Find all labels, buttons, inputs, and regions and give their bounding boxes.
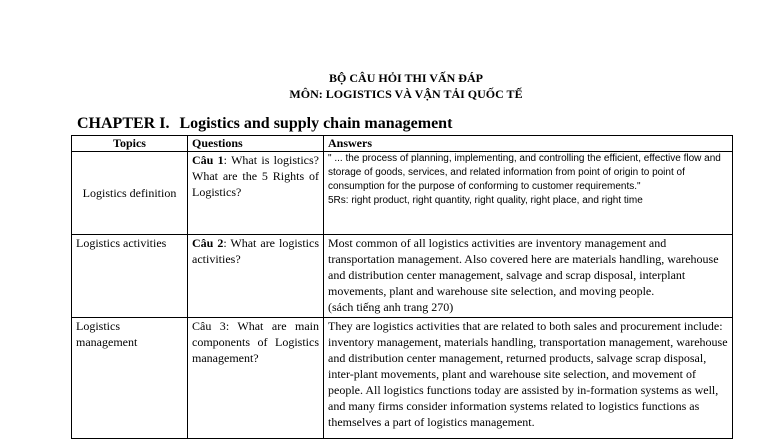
answer-line: (sách tiếng anh trang 270) [328,300,454,314]
chapter-title: Logistics and supply chain management [179,115,453,132]
question-text: : What are logistics activities? [192,236,319,266]
document-header [0,70,784,102]
table-row [72,235,733,318]
question-cell [188,318,324,439]
question-number: Câu 3 [192,319,226,333]
topic-cell: Logistics management [72,318,188,439]
qa-table [71,135,733,439]
topic-cell: Logistics definition [72,152,188,235]
answer-line: They are logistics activities that are related to both sales and procurement include: [328,319,723,333]
question-cell [188,235,324,318]
answer-line: Most common of all logistics activities are inventory management and transportation management. Also covered here are materials handling, warehouse and distribution center management, salvage and scrap disposal, interplant movements, plant and warehouse site selection, and moving people. [328,236,719,298]
answer-cell [324,235,733,318]
chapter-heading [77,115,452,133]
table-row [72,152,733,235]
answer-line: inventory management, materials handling, transportation management, warehouse and distribution center management, returned products, salvage scrap disposal, inter-plant movements, plant and warehouse site selection, and movement of people. All logistics functions today are assisted by in-formation systems as well, and many firms consider information systems related to logistics functions as themselves a part of logistics management. [328,335,728,429]
chapter-number: CHAPTER I. [77,115,170,132]
answer-cell [324,318,733,439]
header-line-2: MÔN: LOGISTICS VÀ VẬN TẢI QUỐC TẾ [289,87,523,101]
question-number: Câu 1 [192,153,224,167]
header-questions: Questions [188,136,324,152]
question-text: : What is logistics? What are the 5 Rights of Logistics? [192,153,320,199]
topic-cell: Logistics activities [72,235,188,318]
question-text: : What are main components of Logistics management? [192,319,319,365]
question-number: Câu 2 [192,236,224,250]
question-cell [188,152,324,235]
answer-line: " ... the process of planning, implementing, and controlling the efficient, effective flow and storage of goods, services, and related information from point of origin to point of consumption for the purpose of conforming to customer requirements." [328,153,721,192]
table-row [72,318,733,439]
header-answers: Answers [324,136,733,152]
answer-line: 5Rs: right product, right quantity, right quality, right place, and right time [328,195,643,206]
answer-cell [324,152,733,235]
header-topics: Topics [72,136,188,152]
table-header-row [72,136,733,152]
header-line-1: BỘ CÂU HỎI THI VẤN ĐÁP [329,71,483,85]
